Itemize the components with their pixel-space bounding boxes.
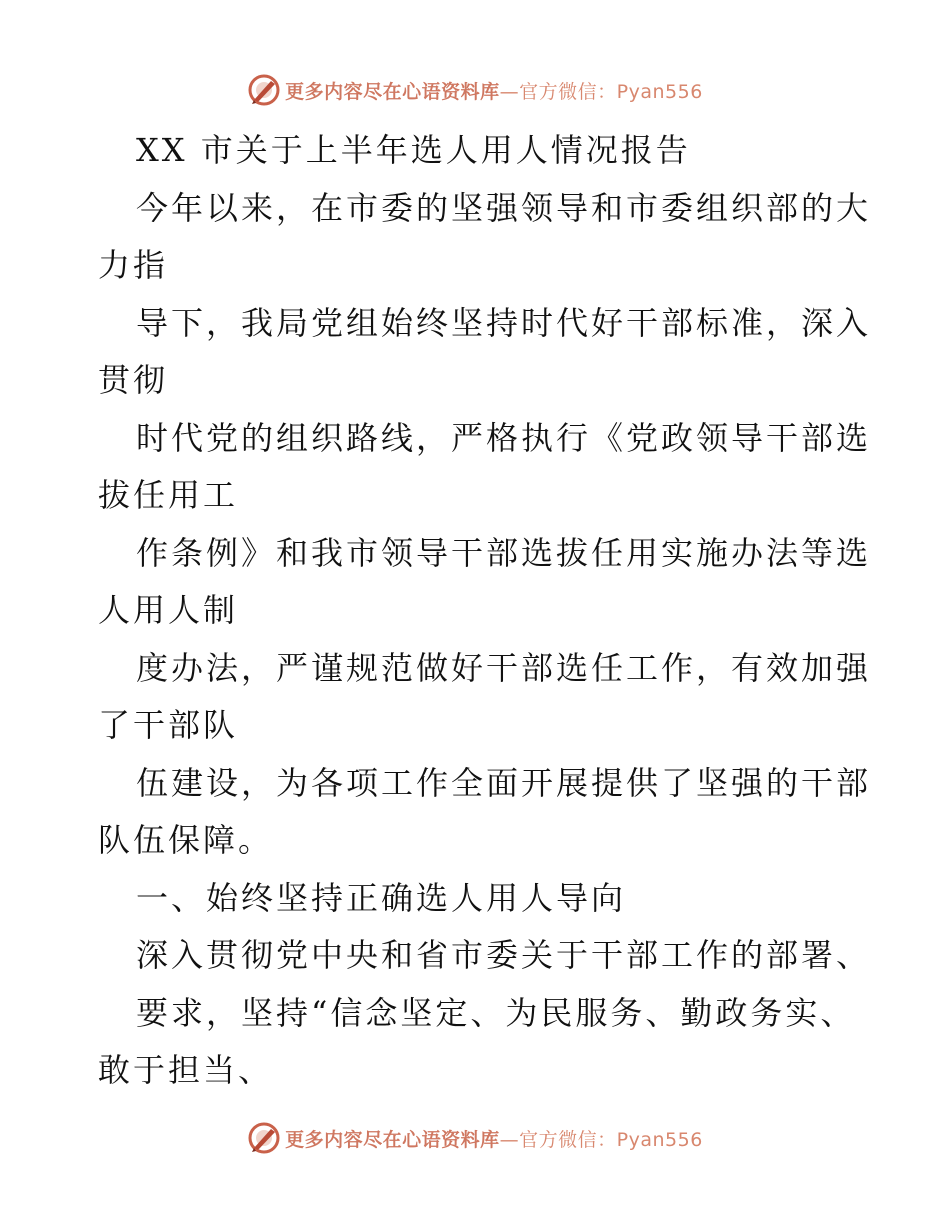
text-line: 队伍保障。: [98, 821, 274, 859]
text-line: 了干部队: [98, 706, 239, 744]
text-line: 深入贯彻党中央和省市委关于干部工作的部署、: [136, 936, 872, 974]
header-banner: [0, 70, 950, 110]
text-line: 敢于担当、: [98, 1051, 274, 1089]
text-line: 一、始终坚持正确选人用人导向: [136, 878, 627, 917]
text-line: 今年以来，在市委的坚强领导和市委组织部的大: [136, 188, 872, 227]
footer-site-text: 更多内容尽在心语资料库: [285, 1128, 500, 1151]
header-site-text: 更多内容尽在心语资料库: [285, 80, 500, 103]
footer-text: [285, 1125, 703, 1152]
text-line: 作条例》和我市领导干部选拔任用实施办法等选: [136, 533, 872, 572]
header-text: [285, 77, 703, 104]
footer-suffix-text: —官方微信：Pyan556: [499, 1128, 703, 1151]
text-line: 要求，坚持“信念坚定、为民服务、勤政务实、: [136, 993, 856, 1032]
pen-circle-logo-icon: [247, 1121, 281, 1155]
text-line: 伍建设，为各项工作全面开展提供了坚强的干部: [136, 763, 872, 802]
text-line: 导下，我局党组始终坚持时代好干部标准，深入: [136, 303, 872, 342]
text-line: 时代党的组织路线，严格执行《党政领导干部选: [136, 418, 872, 457]
text-line: 贯彻: [98, 361, 169, 399]
document-body: [98, 122, 872, 1100]
footer-banner: [0, 1118, 950, 1158]
text-line: XX 市关于上半年选人用人情况报告: [136, 131, 691, 169]
text-line: 拔任用工: [98, 476, 239, 514]
header-suffix-text: —官方微信：Pyan556: [499, 80, 703, 103]
text-line: 度办法，严谨规范做好干部选任工作，有效加强: [136, 648, 872, 687]
text-line: 力指: [98, 246, 169, 284]
pen-circle-logo-icon: [247, 73, 281, 107]
text-line: 人用人制: [98, 591, 239, 629]
